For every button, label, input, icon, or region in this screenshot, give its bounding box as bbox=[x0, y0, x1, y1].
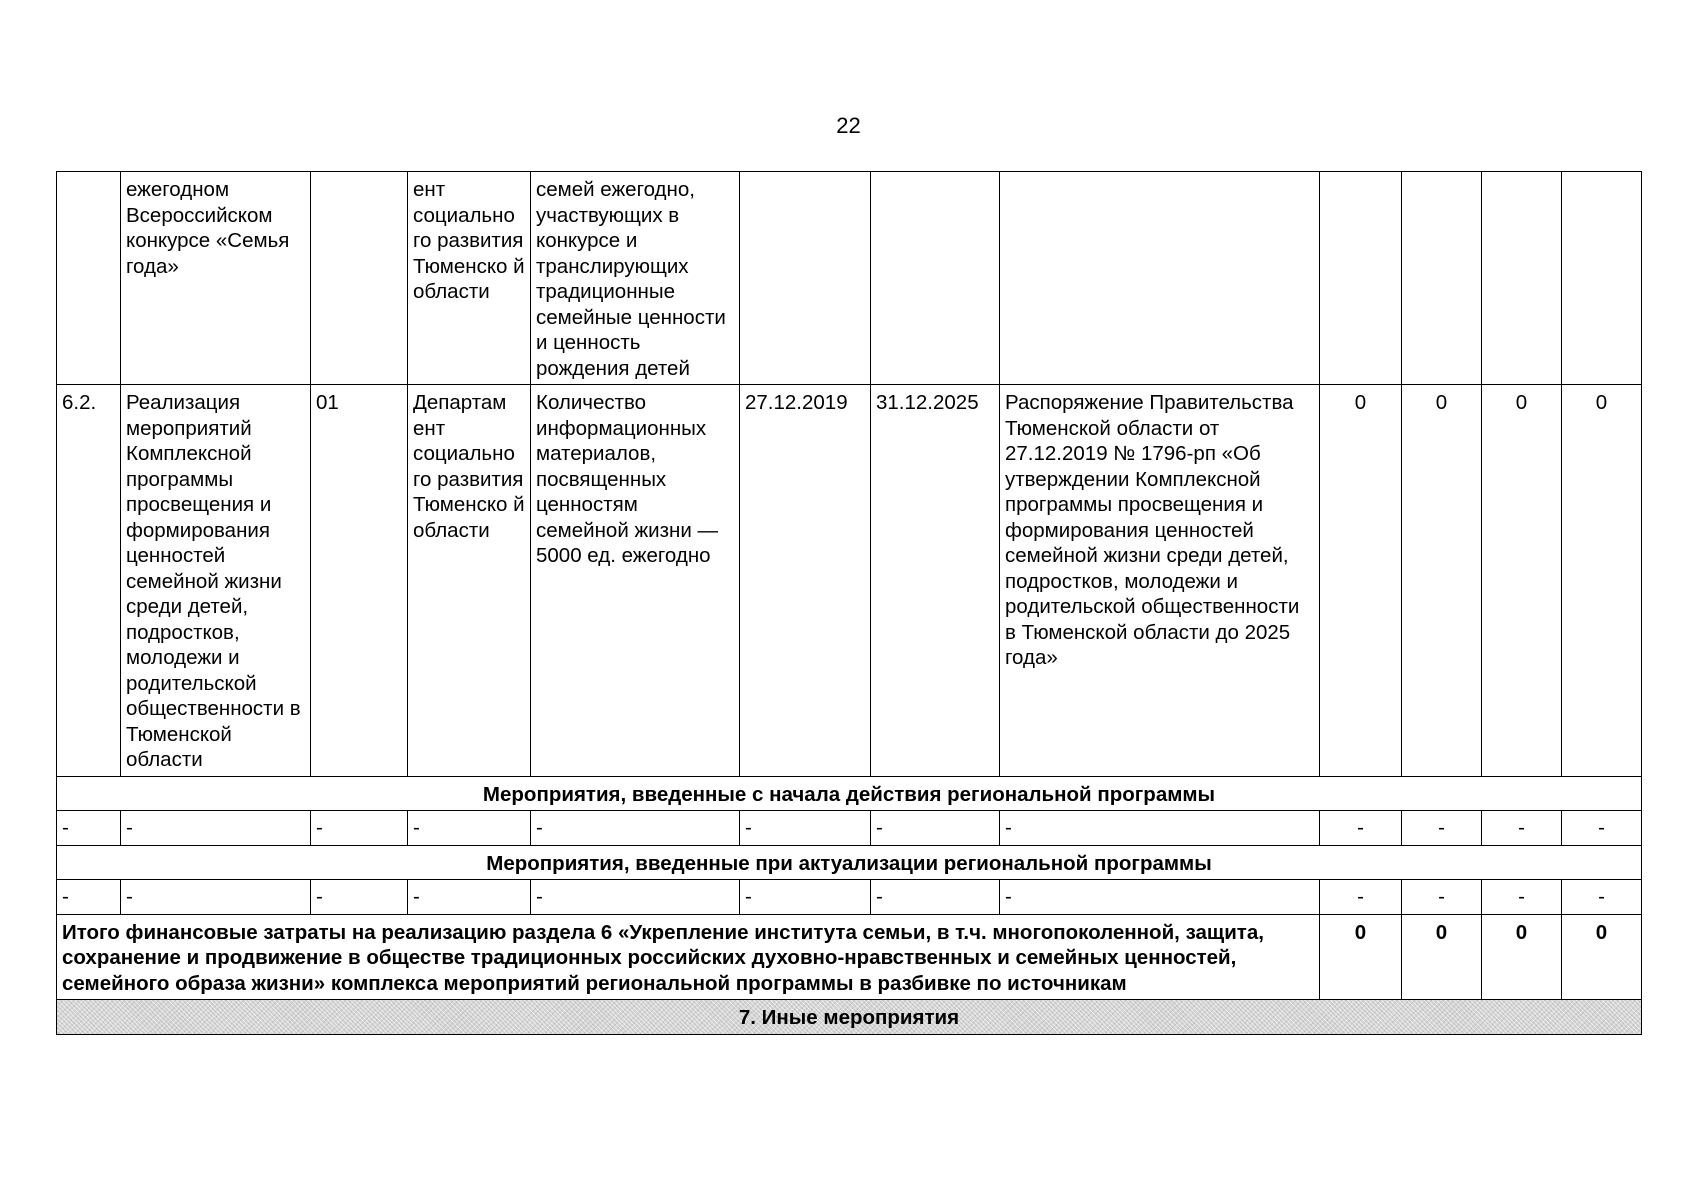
dash-cell: - bbox=[1562, 811, 1642, 846]
band-updated-heading: Мероприятия, введенные при актуализации региональной программы bbox=[57, 845, 1642, 880]
dash-cell: - bbox=[311, 811, 408, 846]
cell-value bbox=[1482, 172, 1562, 385]
cell-start-date bbox=[740, 172, 871, 385]
band-introduced-heading: Мероприятия, введенные с начала действия региональной программы bbox=[57, 776, 1642, 811]
cell-end-date: 31.12.2025 bbox=[871, 385, 1000, 777]
cell-start-date: 27.12.2019 bbox=[740, 385, 871, 777]
dash-cell: - bbox=[1402, 811, 1482, 846]
cell-number: 6.2. bbox=[57, 385, 121, 777]
cell-legal-basis bbox=[1000, 172, 1320, 385]
total-label: Итого финансовые затраты на реализацию раздела 6 «Укрепление института семьи, в т.ч. многопоколенной, защита, сохранение и продвижение в обществе традиционных российских духовно-нравственных и семейных ценностей, семейного образа жизни» комплекса мероприятий региональной программы в разбивке по источникам bbox=[57, 914, 1320, 1000]
cell-value bbox=[1320, 172, 1402, 385]
dash-cell: - bbox=[57, 880, 121, 915]
section-7-row bbox=[57, 1000, 1642, 1035]
dash-cell: - bbox=[871, 880, 1000, 915]
total-value: 0 bbox=[1562, 914, 1642, 1000]
dash-cell: - bbox=[311, 880, 408, 915]
cell-executor: Департам ент социально го развития Тюменско й области bbox=[408, 385, 531, 777]
dash-cell: - bbox=[1482, 880, 1562, 915]
dash-cell: - bbox=[408, 880, 531, 915]
dash-cell: - bbox=[57, 811, 121, 846]
dash-cell: - bbox=[1000, 811, 1320, 846]
cell-activity-name: ежегодном Всероссийском конкурсе «Семья года» bbox=[121, 172, 311, 385]
cell-indicator: семей ежегодно, участвующих в конкурсе и транслирующих традиционные семейные ценности и ценность рождения детей bbox=[531, 172, 740, 385]
band-row-introduced bbox=[57, 776, 1642, 811]
cell-value: 0 bbox=[1562, 385, 1642, 777]
dash-cell: - bbox=[740, 880, 871, 915]
dash-cell: - bbox=[1402, 880, 1482, 915]
total-value: 0 bbox=[1482, 914, 1562, 1000]
dash-cell: - bbox=[531, 880, 740, 915]
dash-cell: - bbox=[531, 811, 740, 846]
dash-cell: - bbox=[121, 880, 311, 915]
total-row bbox=[57, 914, 1642, 1000]
cell-executor: ент социально го развития Тюменско й области bbox=[408, 172, 531, 385]
cell-code: 01 bbox=[311, 385, 408, 777]
dash-cell: - bbox=[1320, 880, 1402, 915]
empty-row-introduced bbox=[57, 811, 1642, 846]
dash-cell: - bbox=[1562, 880, 1642, 915]
section-7-heading: 7. Иные мероприятия bbox=[57, 1000, 1642, 1035]
cell-indicator: Количество информационных материалов, посвященных ценностям семейной жизни — 5000 ед. ежегодно bbox=[531, 385, 740, 777]
dash-cell: - bbox=[1000, 880, 1320, 915]
cell-value bbox=[1402, 172, 1482, 385]
cell-end-date bbox=[871, 172, 1000, 385]
total-value: 0 bbox=[1320, 914, 1402, 1000]
dash-cell: - bbox=[121, 811, 311, 846]
cell-value: 0 bbox=[1482, 385, 1562, 777]
cell-value: 0 bbox=[1402, 385, 1482, 777]
dash-cell: - bbox=[1320, 811, 1402, 846]
dash-cell: - bbox=[740, 811, 871, 846]
dash-cell: - bbox=[871, 811, 1000, 846]
dash-cell: - bbox=[408, 811, 531, 846]
dash-cell: - bbox=[1482, 811, 1562, 846]
cell-number bbox=[57, 172, 121, 385]
cell-activity-name: Реализация мероприятий Комплексной программы просвещения и формирования ценностей семейной жизни среди детей, подростков, молодежи и родительской общественности в Тюменской области bbox=[121, 385, 311, 777]
cell-code bbox=[311, 172, 408, 385]
page-number: 22 bbox=[836, 113, 861, 138]
total-value: 0 bbox=[1402, 914, 1482, 1000]
table-row-6-2 bbox=[57, 385, 1642, 777]
cell-legal-basis: Распоряжение Правительства Тюменской области от 27.12.2019 № 1796-рп «Об утверждении Комплексной программы просвещения и формирования ценностей семейной жизни среди детей, подростков, молодежи и родительской общественности в Тюменской области до 2025 года» bbox=[1000, 385, 1320, 777]
table-row-continuation bbox=[57, 172, 1642, 385]
cell-value bbox=[1562, 172, 1642, 385]
cell-value: 0 bbox=[1320, 385, 1402, 777]
empty-row-updated bbox=[57, 880, 1642, 915]
program-activities-table bbox=[56, 171, 1642, 1035]
band-row-updated bbox=[57, 845, 1642, 880]
